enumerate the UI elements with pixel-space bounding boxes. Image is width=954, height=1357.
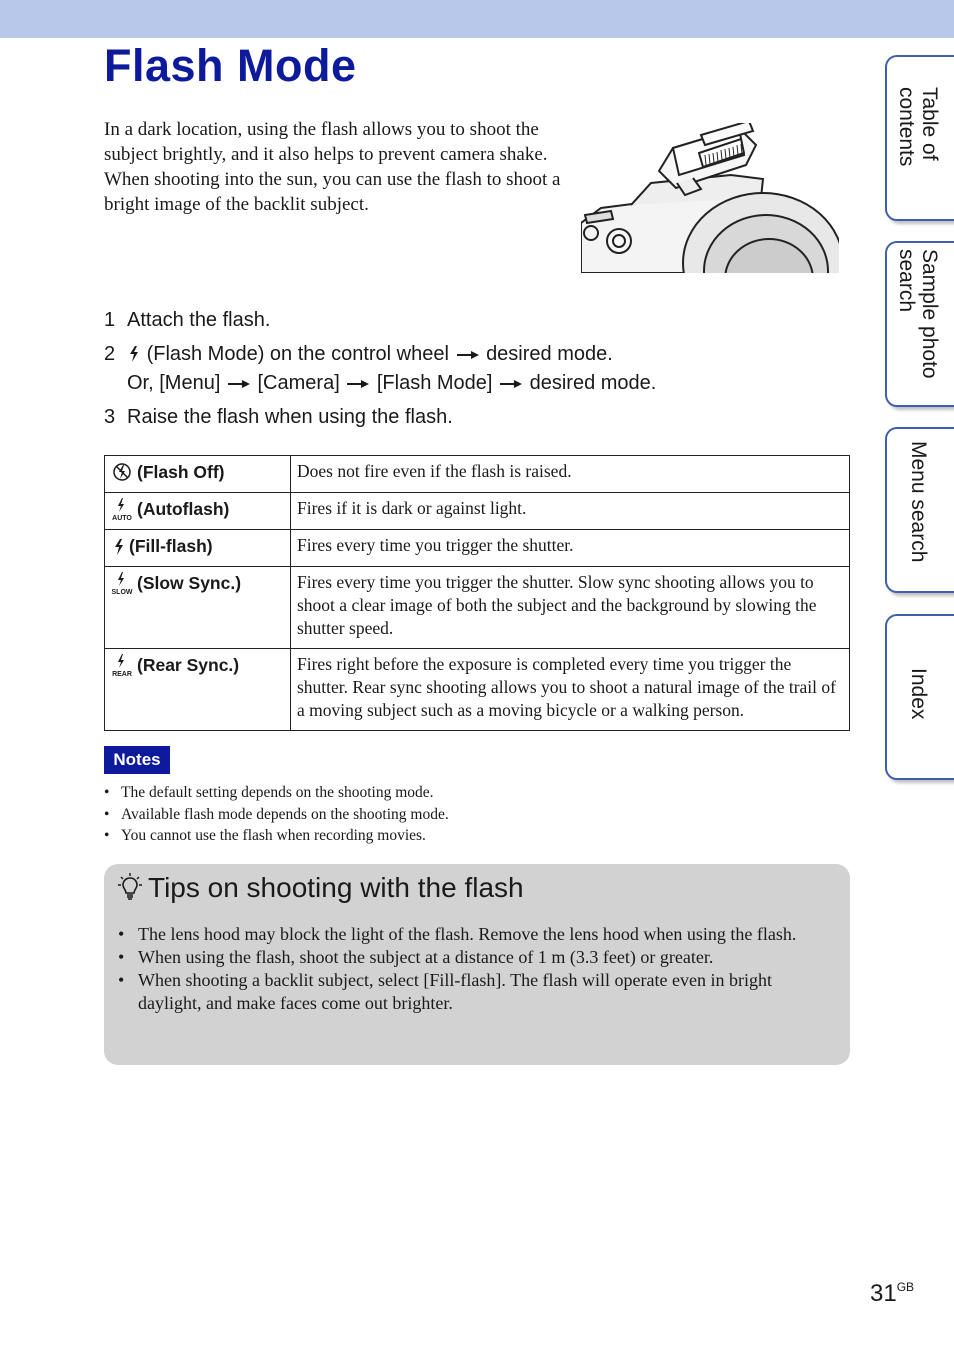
tab-index[interactable]: [885, 614, 954, 780]
fill-flash-icon: [111, 534, 125, 558]
step-2-menu: Or, [Menu]: [127, 372, 221, 395]
step-2-part-2: desired mode.: [486, 343, 613, 365]
step-2-camera: [Camera]: [257, 372, 340, 395]
tips-heading: [118, 872, 524, 904]
list-item: • Available flash mode depends on the shooting mode.: [104, 804, 449, 826]
page-number-value: 31: [870, 1280, 897, 1307]
list-item: • When shooting a backlit subject, select [Fill-flash]. The flash will operate even in bright daylight, and make faces come out brighter.: [118, 969, 822, 1015]
mode-description: Fires every time you trigger the shutter. Slow sync shooting allows you to shoot a clear image of both the subject and the background by slowing the shutter speed.: [291, 567, 850, 649]
mode-cell: [105, 456, 291, 493]
step-number: 3: [104, 406, 116, 429]
step-2: [104, 340, 844, 398]
mode-label: (Flash Off): [137, 462, 225, 482]
page-number-suffix: GB: [896, 1280, 915, 1294]
list-item: • When using the flash, shoot the subject at a distance of 1 m (3.3 feet) or greater.: [118, 946, 822, 969]
step-1: [104, 306, 844, 335]
mode-label: (Slow Sync.): [137, 573, 242, 593]
list-item: • You cannot use the flash when recording movies.: [104, 825, 449, 847]
tab-label: Table of contents: [895, 87, 941, 167]
arrow-right-icon: [226, 369, 252, 398]
icon-sub-label: AUTO: [112, 515, 132, 521]
notes-list: [104, 782, 449, 847]
step-2-end: desired mode.: [529, 372, 657, 395]
flash-icon: [127, 343, 141, 361]
table-row: [105, 649, 850, 731]
page-title: Flash Mode: [104, 40, 357, 91]
step-3: [104, 403, 844, 432]
table-row: [105, 530, 850, 567]
tab-label: Index: [907, 668, 930, 720]
header-band: [0, 0, 954, 38]
intro-paragraph: In a dark location, using the flash allows you to shoot the subject brightly, and it also helps to prevent camera shake. When shooting into the sun, you can use the flash to shoot a bright image of the backlit subject.: [104, 119, 561, 215]
autoflash-icon: [111, 497, 133, 521]
step-2-flash-mode: [Flash Mode]: [376, 372, 493, 395]
step-text: Attach the flash.: [127, 309, 271, 331]
flash-off-icon: [111, 460, 133, 484]
mode-cell: [105, 530, 291, 567]
mode-label: (Fill-flash): [129, 536, 213, 556]
page-number: [870, 1280, 914, 1308]
tips-list: [118, 923, 822, 1015]
mode-description: Fires every time you trigger the shutter.: [291, 530, 850, 567]
tab-menu-search[interactable]: [885, 427, 954, 593]
camera-with-flash-illustration: [581, 123, 839, 273]
step-text: Raise the flash when using the flash.: [127, 406, 453, 429]
flash-mode-table: [104, 455, 850, 731]
tab-sample-photo-search[interactable]: [885, 241, 954, 407]
arrow-right-icon: [498, 369, 524, 398]
tips-title: Tips on shooting with the flash: [148, 872, 524, 903]
tab-label: Menu search: [907, 441, 930, 563]
list-item: • The lens hood may block the light of the flash. Remove the lens hood when using the flash.: [118, 923, 822, 946]
icon-sub-label: REAR: [112, 671, 132, 677]
arrow-right-icon: [345, 369, 371, 398]
slow-sync-icon: [111, 571, 133, 595]
step-number: 1: [104, 309, 116, 331]
notes-badge: Notes: [104, 746, 170, 774]
mode-cell: [105, 567, 291, 649]
rear-sync-icon: [111, 653, 133, 677]
mode-description: Does not fire even if the flash is raised.: [291, 456, 850, 493]
mode-label: (Autoflash): [137, 499, 230, 519]
mode-description: Fires right before the exposure is completed every time you trigger the shutter. Rear sync shooting allows you to shoot a natural image of the trail of a moving subject such as a moving bicycle or a walking person.: [291, 649, 850, 731]
step-number: 2: [104, 343, 116, 365]
step-2-part-1: (Flash Mode) on the control wheel: [146, 343, 449, 365]
table-row: [105, 493, 850, 530]
icon-sub-label: SLOW: [111, 589, 133, 595]
list-item: • The default setting depends on the shooting mode.: [104, 782, 449, 804]
lightbulb-icon: [118, 873, 142, 901]
instruction-steps: [104, 306, 844, 437]
mode-label: (Rear Sync.): [137, 655, 240, 675]
mode-description: Fires if it is dark or against light.: [291, 493, 850, 530]
table-row: [105, 567, 850, 649]
arrow-right-icon: [455, 340, 481, 369]
tips-box: [104, 864, 850, 1065]
table-row: [105, 456, 850, 493]
tab-label: Sample photo search: [895, 249, 941, 379]
tab-table-of-contents[interactable]: [885, 55, 954, 221]
mode-cell: [105, 493, 291, 530]
mode-cell: [105, 649, 291, 731]
